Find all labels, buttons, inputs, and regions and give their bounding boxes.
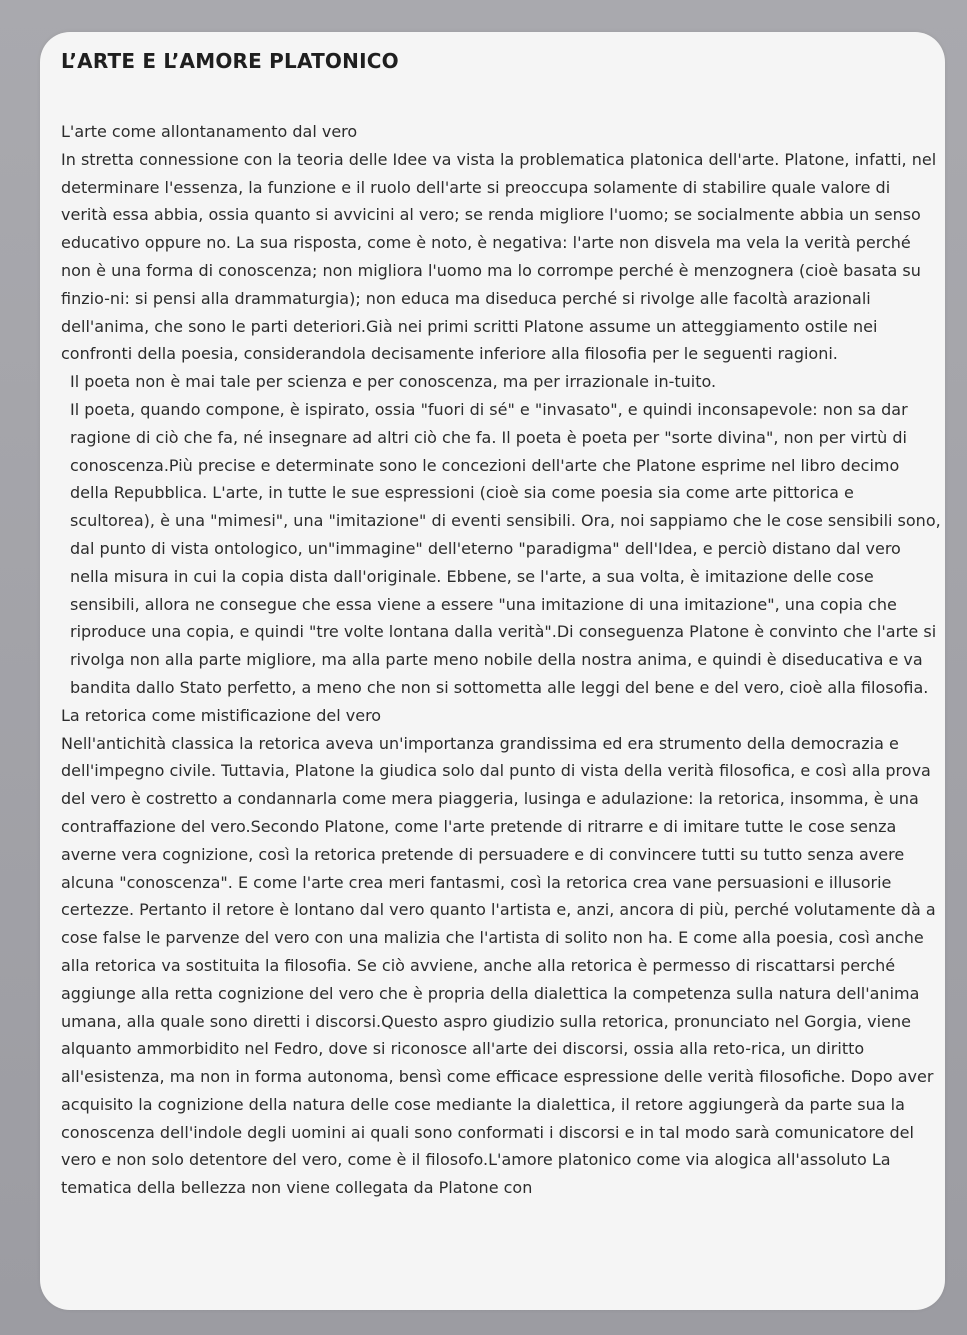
paragraph-poet-intuition: Il poeta non è mai tale per scienza e per conoscenza, ma per irrazionale in-tuito. bbox=[70, 372, 717, 392]
paragraph-art-intro: In stretta connessione con la teoria delle Idee va vista la problematica platonica dell'arte. Platone, infatti, nel determinare l'essenza, la funzione e il ruolo dell'arte si preoccupa solamente di stabilire quale valore di verità essa abbia, ossia quanto si avvicini al vero; se renda migliore l'uomo; se socialmente abbia un senso educativo oppure no. La sua risposta, come è noto, è negativa: l'arte non disvela ma vela la verità perché non è una forma di conoscenza; non migliora l'uomo ma lo corrompe perché è menzognera (cioè basata su finzio-ni: si pensi alla drammaturgia); non educa ma diseduca perché si rivolge alle facoltà arazionali dell'anima, che sono le parti deteriori.Già nei primi scritti Platone assume un atteggiamento ostile nei confronti della poesia, considerandola decisamente inferiore alla filosofia per le seguenti ragioni. bbox=[61, 149, 937, 364]
title-spacer bbox=[61, 78, 945, 118]
document-body bbox=[61, 118, 941, 1202]
section-heading-art: L'arte come allontanamento dal vero bbox=[61, 122, 358, 141]
paragraph-poet-inspiration: Il poeta, quando compone, è ispirato, ossia "fuori di sé" e "invasato", e quindi inconsapevole: non sa dar ragione di ciò che fa, né insegnare ad altri ciò che fa. Il poeta è poeta per "sorte divina", non per virtù di conoscenza.Più precise e determinate sono le concezioni dell'arte che Platone esprime nel libro decimo della Repubblica. L'arte, in tutte le sue espressioni (cioè sia come poesia sia come arte pittorica e scultorea), è una "mimesi", una "imitazione" di eventi sensibili. Ora, noi sappiamo che le cose sensibili sono, dal punto di vista ontologico, un"immagine" dell'eterno "paradigma" dell'Idea, e perciò distano dal vero nella misura in cui la copia dista dall'originale. Ebbene, se l'arte, a sua volta, è imitazione delle cose sensibili, allora ne consegue che essa viene a essere "una imitazione di una imitazione", una copia che riproduce una copia, e quindi "tre volte lontana dalla verità".Di conseguenza Platone è convinto che l'arte si rivolga non alla parte migliore, ma alla parte meno nobile della nostra anima, e quindi è diseducativa e va bandita dallo Stato perfetto, a meno che non si sottometta alle leggi del bene e del vero, cioè alla filosofia. bbox=[70, 399, 941, 697]
document-title: L’ARTE E L’AMORE PLATONICO bbox=[61, 49, 399, 73]
document-card bbox=[40, 32, 945, 1310]
section-heading-rhetoric: La retorica come mistificazione del vero bbox=[61, 705, 382, 725]
paragraph-rhetoric: Nell'antichità classica la retorica aveva un'importanza grandissima ed era strumento della democrazia e dell'impegno civile. Tuttavia, Platone la giudica solo dal punto di vista della verità filosofica, e così alla prova del vero è costretto a condannarla come mera piaggeria, lusinga e adulazione: la retorica, insomma, è una contraffazione del vero.Secondo Platone, come l'arte pretende di ritrarre e di imitare tutte le cose senza averne vera cognizione, così la retorica pretende di persuadere e di convincere tutti su tutto senza avere alcuna "conoscenza". E come l'arte crea meri fantasmi, così la retorica crea vane persuasioni e illusorie certezze. Pertanto il retore è lontano dal vero quanto l'artista e, anzi, ancora di più, perché volutamente dà a cose false le parvenze del vero con una malizia che l'artista di solito non ha. E come alla poesia, così anche alla retorica va sostituita la filosofia. Se ciò avviene, anche alla retorica è permesso di riscattarsi perché aggiunge alla retta cognizione del vero che è propria della dialettica la competenza sulla natura dell'anima umana, alla quale sono diretti i discorsi.Questo aspro giudizio sulla retorica, pronunciato nel Gorgia, viene alquanto ammorbidito nel Fedro, dove si riconosce all'arte dei discorsi, ossia alla reto-rica, un diritto all'esistenza, ma non in forma autonoma, bensì come efficace espressione delle verità filosofiche. Dopo aver acquisito la cognizione della natura delle cose mediante la dialettica, il retore aggiungerà da parte sua la conoscenza dell'indole degli uomini ai quali sono conformati i discorsi e in tal modo sarà comunicatore del vero e non solo detentore del vero, come è il filosofo.L'amore platonico come via alogica all'assoluto La tematica della bellezza non viene collegata da Platone con bbox=[61, 733, 936, 1198]
